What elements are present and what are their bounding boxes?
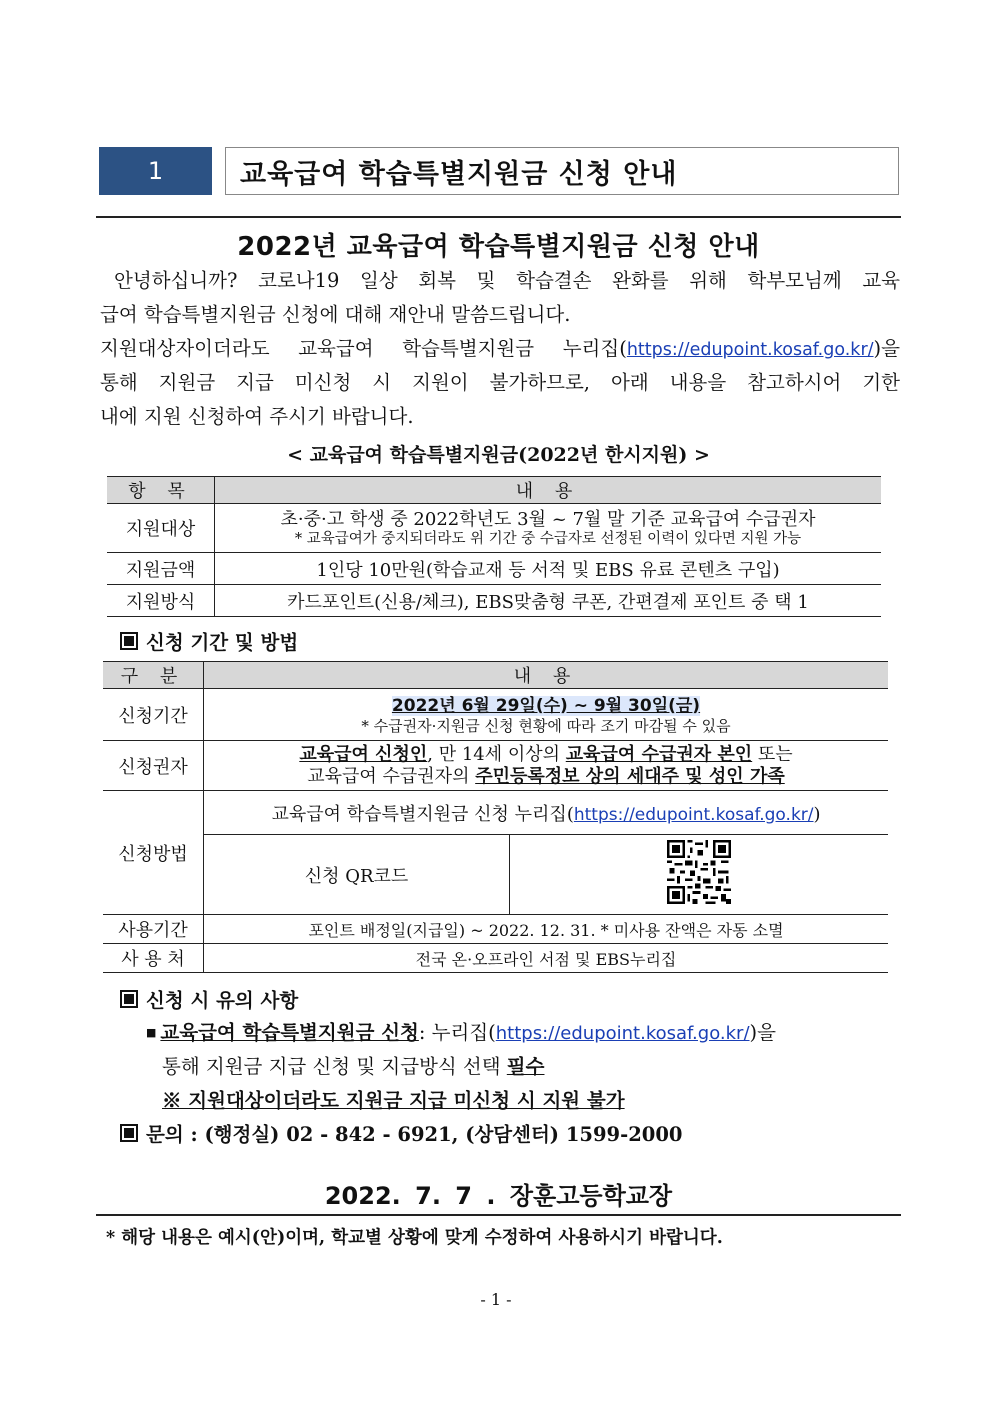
notice-text: 통해 지원금 지급 신청 및 지급방식 선택	[162, 1055, 507, 1078]
notice-text: )을	[749, 1021, 776, 1044]
contact-line	[120, 1119, 682, 1147]
row-content: 전국 온·오프라인 서점 및 EBS누리집	[204, 944, 889, 973]
applicant-text: 교육급여 수급권자의	[307, 765, 476, 787]
row-content: 카드포인트(신용/체크), EBS맞춤형 쿠폰, 간편결제 포인트 중 택 1	[215, 585, 882, 617]
row-content-text: 초·중·고 학생 중 2022학년도 3월 ~ 7월 말 기준 교육급여 수급권자	[280, 508, 816, 530]
qr-cell	[510, 835, 889, 915]
footnote: * 해당 내용은 예시(안)이며, 학교별 상황에 맞게 수정하여 사용하시기 바랍니다.	[106, 1228, 723, 1248]
method-text: )	[813, 803, 821, 825]
row-label: 사용기간	[103, 915, 204, 944]
intro-line-3	[100, 332, 900, 367]
bottom-divider	[96, 1214, 901, 1216]
main-title: 2022년 교육급여 학습특별지원금 신청 안내	[237, 232, 760, 262]
section2-title	[120, 627, 298, 655]
table-row	[103, 915, 888, 944]
application-table	[103, 661, 888, 973]
row-content	[215, 504, 882, 553]
filled-square-icon	[120, 632, 138, 650]
table-row	[103, 791, 888, 835]
section3-title-text: 신청 시 유의 사항	[146, 989, 299, 1012]
page-number: - 1 -	[480, 1290, 512, 1309]
table-row	[107, 585, 881, 617]
top-divider	[96, 216, 901, 218]
filled-square-icon	[120, 990, 138, 1008]
row-content: 1인당 10만원(학습교재 등 서적 및 EBS 유료 콘텐츠 구입)	[215, 553, 882, 585]
section-title-box	[225, 147, 899, 195]
row-content	[204, 791, 889, 835]
qr-label: 신청 QR코드	[204, 835, 510, 915]
applicant-text: , 만 14세 이상의	[427, 743, 566, 765]
applicant-bold: 교육급여 신청인	[299, 743, 428, 765]
method-text: 교육급여 학습특별지원금 신청 누리집(	[271, 803, 574, 825]
applicant-bold: 주민등록정보 상의 세대주 및 성인 가족	[475, 765, 785, 787]
table-row	[107, 553, 881, 585]
notice-warning	[162, 1085, 625, 1113]
signature: 2022. 7. 7 . 장훈고등학교장	[324, 1182, 673, 1210]
notice-bullet-line-1	[146, 1017, 776, 1045]
qr-code-icon[interactable]	[667, 840, 731, 904]
row-content	[204, 741, 889, 791]
notice-bullet-line-2	[162, 1051, 544, 1079]
table1-caption: < 교육급여 학습특별지원금(2022년 한시지원) >	[287, 444, 710, 466]
table2-head-content: 내 용	[204, 662, 889, 689]
row-content-note: * 교육급여가 중지되더라도 위 기간 중 수급자로 선정된 이력이 있다면 지원 가능	[294, 530, 802, 547]
table-row	[103, 944, 888, 973]
row-label: 지원방식	[107, 585, 215, 617]
notice-bold: 교육급여 학습특별지원금 신청	[160, 1021, 419, 1044]
intro-text: )을	[873, 337, 900, 360]
section-number-badge: 1	[99, 147, 212, 195]
table-row	[103, 741, 888, 791]
row-content	[204, 689, 889, 741]
table-row	[103, 689, 888, 741]
intro-text: 지원대상자이더라도 교육급여 학습특별지원금 누리집(	[100, 337, 627, 360]
row-label: 신청방법	[103, 791, 204, 915]
table-row	[103, 835, 888, 915]
nurizip-link[interactable]: https://edupoint.kosaf.go.kr/	[495, 1023, 750, 1044]
row-label: 신청권자	[103, 741, 204, 791]
row-content: 포인트 배정일(지급일) ~ 2022. 12. 31. * 미사용 잔액은 자동 소멸	[204, 915, 889, 944]
period-value: 2022년 6월 29일(수) ~ 9월 30일(금)	[391, 695, 701, 716]
table-row	[107, 504, 881, 553]
filled-square-icon	[120, 1124, 138, 1142]
applicant-text: 또는	[752, 743, 793, 765]
nurizip-link[interactable]: https://edupoint.kosaf.go.kr/	[573, 804, 814, 825]
row-label: 신청기간	[103, 689, 204, 741]
row-label: 지원금액	[107, 553, 215, 585]
intro-line-4: 통해 지원금 지급 미신청 시 지원이 불가하므로, 아래 내용을 참고하시어 기한	[100, 371, 900, 394]
bullet-square-icon: ■	[146, 1026, 157, 1039]
section-title: 교육급여 학습특별지원금 신청 안내	[240, 158, 678, 190]
section3-title	[120, 985, 298, 1013]
notice-bold: 필수	[506, 1055, 545, 1078]
contact-text: 문의 : (행정실) 02 - 842 - 6921, (상담센터) 1599-2000	[146, 1123, 683, 1146]
support-info-table	[107, 476, 881, 617]
row-label: 사 용 처	[103, 944, 204, 973]
period-note: * 수급권자·지원금 신청 현황에 따라 조기 마감될 수 있음	[361, 716, 731, 735]
notice-warning-text: ※ 지원대상이더라도 지원금 지급 미신청 시 지원 불가	[162, 1089, 625, 1112]
nurizip-link[interactable]: https://edupoint.kosaf.go.kr/	[626, 340, 874, 360]
row-label: 지원대상	[107, 504, 215, 553]
notice-text: : 누리집(	[418, 1021, 496, 1044]
intro-line-2: 급여 학습특별지원금 신청에 대해 재안내 말씀드립니다.	[100, 303, 571, 326]
section2-title-text: 신청 기간 및 방법	[146, 631, 299, 654]
table1-head-content: 내 용	[215, 477, 882, 504]
applicant-bold: 교육급여 수급권자 본인	[565, 743, 753, 765]
table2-head-item: 구 분	[103, 662, 204, 689]
intro-line-1: 안녕하십니까? 코로나19 일상 회복 및 학습결손 완화를 위해 학부모님께 교육	[114, 269, 900, 292]
table1-head-item: 항 목	[107, 477, 215, 504]
intro-line-5: 내에 지원 신청하여 주시기 바랍니다.	[100, 405, 414, 428]
